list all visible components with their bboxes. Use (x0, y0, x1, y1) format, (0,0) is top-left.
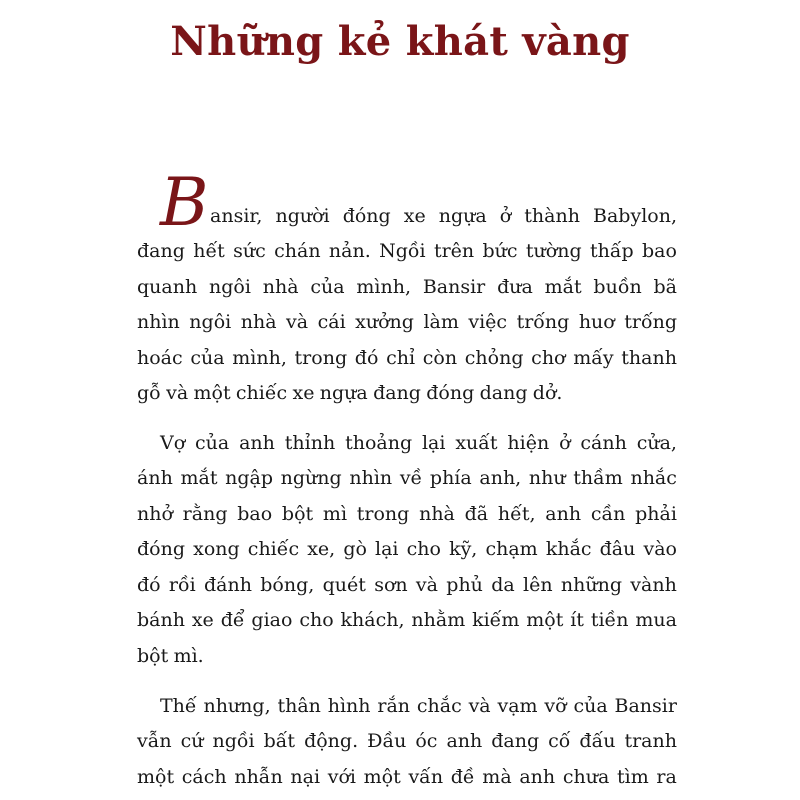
drop-cap: B (160, 164, 209, 241)
text-line: Thế nhưng, thân hình rắn chắc và vạm vỡ của Bansir (160, 695, 677, 717)
text-line: bột mì. (137, 645, 204, 667)
text-line: nhìn ngôi nhà và cái xưởng làm việc trống huơ trống (137, 311, 677, 333)
text-line: bánh xe để giao cho khách, nhằm kiếm một ít tiền mua (137, 609, 677, 631)
text-line: đang hết sức chán nản. Ngồi trên bức tường thấp bao (137, 240, 677, 262)
text-line: Vợ của anh thỉnh thoảng lại xuất hiện ở cánh cửa, (160, 432, 677, 454)
text-line: một cách nhẫn nại với một vấn đề mà anh chưa tìm ra (137, 766, 677, 788)
text-line: đóng xong chiếc xe, gò lại cho kỹ, chạm khắc đâu vào (137, 538, 677, 560)
text-line: đó rồi đánh bóng, quét sơn và phủ da lên những vành (137, 574, 677, 596)
text-line: ánh mắt ngập ngừng nhìn về phía anh, như thầm nhắc (137, 467, 677, 489)
text-line: nhở rằng bao bột mì trong nhà đã hết, anh cần phải (137, 503, 677, 525)
text-line: hoác của mình, trong đó chỉ còn chỏng chơ mấy thanh (137, 347, 677, 369)
text-line: vẫn cứ ngồi bất động. Đầu óc anh đang cố đấu tranh (137, 730, 677, 752)
text-line: gỗ và một chiếc xe ngựa đang đóng dang dở. (137, 382, 563, 404)
chapter-title: Những kẻ khát vàng (170, 18, 630, 65)
text-line: quanh ngôi nhà của mình, Bansir đưa mắt buồn bã (137, 276, 677, 298)
text-line: ansir, người đóng xe ngựa ở thành Babylon, (210, 205, 677, 227)
